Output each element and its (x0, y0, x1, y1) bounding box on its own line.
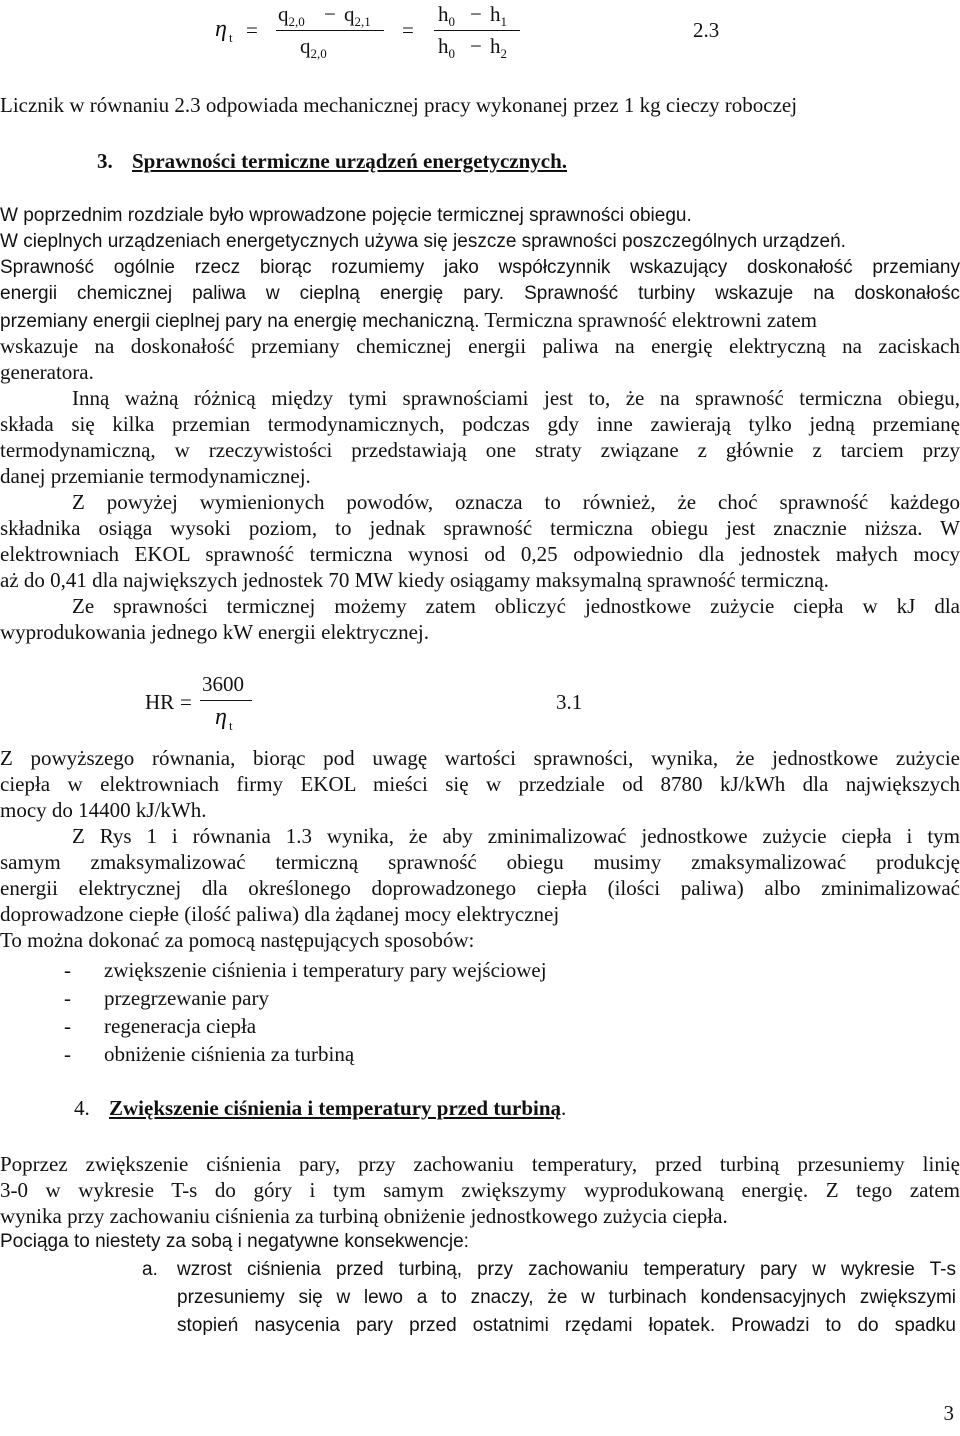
text-line: składnika osiąga wysoki poziom, to jednak sprawność termiczna obiegu jest znacznie niższa. W (0, 516, 960, 540)
text-line: mocy do 14400 kJ/kWh. (0, 798, 207, 822)
text-line: W cieplnych urządzeniach energetycznych używa się jeszcze sprawności poszczególnych urządzeń. (0, 231, 846, 252)
text-line: danej przemianie termodynamicznej. (0, 464, 311, 488)
heading-title: Zwiększenie ciśnienia i temperatury przed turbiną (109, 1096, 562, 1120)
text-line: wynika przy zachowaniu ciśnienia za turbiną obniżenie jednostkowego zużycia ciepła. (0, 1204, 728, 1228)
text-line: Poprzez zwiększenie ciśnienia pary, przy zachowaniu temperatury, przed turbiną przesuniemy linię (0, 1152, 960, 1176)
eta-symbol: η (215, 16, 227, 42)
text-line: Termiczna sprawność elektrowni zatem (484, 308, 818, 332)
text-line: składa się kilka przemian termodynamicznych, podczas gdy inne zawierają tylko jedną przemianę (0, 412, 960, 436)
denominator-h2: $h_2$ (490, 34, 507, 62)
numerator-3600: 3600 (202, 672, 244, 696)
fraction-bar-2 (434, 30, 520, 31)
list-bullet: - (64, 1014, 71, 1038)
text-line: 3-0 w wykresie T-s do góry i tym samym zwiększymy wyprodukowaną energię. Z tego zatem (0, 1178, 960, 1202)
hr-symbol: HR (145, 690, 175, 714)
text-line: Z powyższego równania, biorąc pod uwagę wartości sprawności, wynika, że jednostkowe zużycie (0, 746, 960, 770)
text-line: Sprawność ogólnie rzecz biorąc rozumiemy jako współczynnik wskazujący doskonałość przemiany (0, 257, 960, 278)
list-bullet: - (64, 1042, 71, 1066)
eta-subscript: t (229, 30, 233, 45)
denominator-q20: $q_{2,0}$ (300, 34, 327, 62)
text-line: samym zmaksymalizować termiczną sprawność obiegu musimy zmaksymalizować produkcję (0, 850, 960, 874)
text-line: wyprodukowania jednego kW energii elektrycznej. (0, 620, 429, 644)
paragraph-licznik: Licznik w równaniu 2.3 odpowiada mechanicznej pracy wykonanej przez 1 kg cieczy roboczej (0, 93, 798, 117)
text-line: ciepła w elektrowniach firmy EKOL mieści się w przedziale od 8780 kJ/kWh dla największych (0, 772, 960, 796)
list-bullet: - (64, 958, 71, 982)
text-line: generatora. (0, 360, 94, 384)
list-item-text: obniżenie ciśnienia za turbiną (104, 1042, 355, 1066)
list-item-text: przegrzewanie pary (104, 986, 269, 1010)
text-line: To można dokonać za pomocą następujących sposobów: (0, 928, 475, 952)
heading-title: Sprawności termiczne urządzeń energetycznych. (132, 149, 568, 173)
heading-number: 4. (74, 1096, 90, 1120)
numerator-q21: $q_{2,1}$ (344, 2, 371, 30)
text-line: przemiany energii cieplnej pary na energię mechaniczną. (0, 311, 480, 332)
eta-subscript: t (229, 718, 233, 733)
text-line: energii elektrycznej dla określonego doprowadzonego ciepła (ilości paliwa) albo zminimalizować (0, 876, 960, 900)
list-bullet: - (64, 986, 71, 1010)
list-item-text: regeneracja ciepła (104, 1014, 257, 1038)
heading-number: 3. (97, 149, 113, 173)
equation-number: 3.1 (556, 690, 583, 714)
text-line: energii chemicznej paliwa w cieplną energię pary. Sprawność turbiny wskazuje na doskonałośc (0, 283, 960, 304)
eta-symbol: η (215, 704, 227, 730)
text-line: aż do 0,41 dla największych jednostek 70 MW kiedy osiągamy maksymalną sprawność termiczną. (0, 568, 829, 592)
text-line: Ze sprawności termicznej możemy zatem obliczyć jednostkowe zużycie ciepła w kJ dla (72, 594, 960, 618)
fraction-bar (200, 700, 252, 701)
list-item-text: zwiększenie ciśnienia i temperatury pary wejściowej (104, 958, 547, 982)
equals-sign: = (246, 18, 258, 42)
item-label: a. (142, 1259, 158, 1280)
numerator-h0: $h_0$ (438, 2, 455, 30)
text-line: przesuniemy się w lewo a to znaczy, że w turbinach kondensacyjnych zwiększymi (177, 1287, 956, 1308)
mixed-line (0, 307, 960, 335)
equals-sign-2: = (402, 18, 414, 42)
minus-sign-3: − (470, 34, 482, 58)
text-line: W poprzednim rozdziale było wprowadzone pojęcie termicznej sprawności obiegu. (0, 205, 692, 226)
numerator-q20: $q_{2,0}$ (278, 2, 305, 30)
fraction-bar (276, 30, 384, 31)
minus-sign-2: − (470, 2, 482, 26)
denominator-h0: $h_0$ (438, 34, 455, 62)
text-line: elektrowniach EKOL sprawność termiczna wynosi od 0,25 odpowiednio dla jednostek małych mocy (0, 542, 960, 566)
text-line: Z Rys 1 i równania 1.3 wynika, że aby zminimalizować jednostkowe zużycie ciepła i tym (72, 824, 960, 848)
text-line: wzrost ciśnienia przed turbiną, przy zachowaniu temperatury pary w wykresie T-s (177, 1259, 956, 1280)
minus-sign: − (324, 2, 336, 26)
section-heading-4 (74, 1095, 874, 1121)
section-heading-3 (97, 148, 897, 174)
equation-number: 2.3 (693, 18, 720, 42)
page-number: 3 (943, 1401, 954, 1425)
equals-sign: = (180, 690, 192, 714)
text-line: Inną ważną różnicą między tymi sprawnościami jest to, że na sprawność termiczna obiegu, (72, 386, 960, 410)
text-line: Z powyżej wymienionych powodów, oznacza to również, że choć sprawność każdego (72, 490, 960, 514)
text-line: stopień nasycenia pary przed ostatnimi rzędami łopatek. Prowadzi to do spadku (177, 1315, 956, 1336)
text-line: doprowadzone ciepłe (ilość paliwa) dla żądanej mocy elektrycznej (0, 902, 560, 926)
text-line: Pociąga to niestety za sobą i negatywne konsekwencje: (0, 1231, 469, 1252)
heading-trail: . (561, 1096, 567, 1120)
text-line: termodynamiczną, w rzeczywistości przedstawiają one straty związane z głównie z tarciem przy (0, 438, 960, 462)
text-line: wskazuje na doskonałość przemiany chemicznej energii paliwa na energię elektryczną na zaciskach (0, 334, 960, 358)
numerator-h1: $h_1$ (490, 2, 507, 30)
